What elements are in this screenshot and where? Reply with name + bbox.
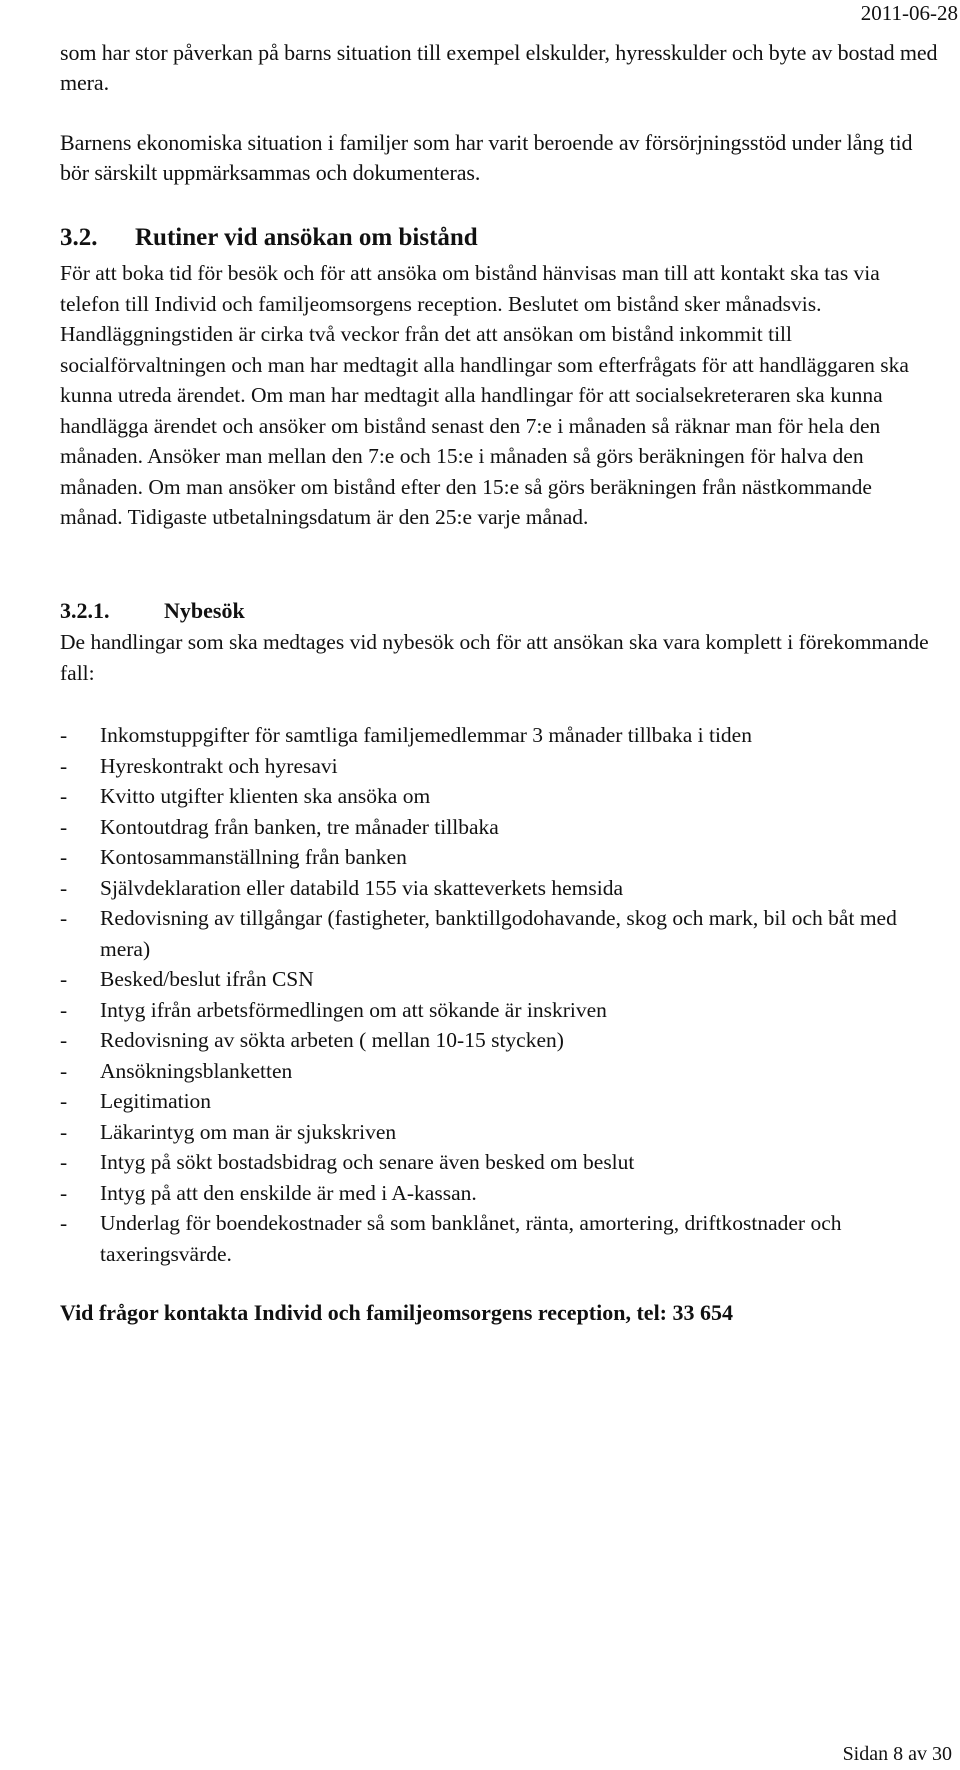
list-bullet: -: [60, 875, 68, 900]
list-bullet: -: [60, 753, 68, 778]
list-bullet: -: [60, 1119, 68, 1144]
list-item: [60, 842, 940, 873]
section-number: 3.2.: [60, 224, 98, 251]
list-bullet: -: [60, 1211, 68, 1235]
section-heading: [60, 223, 478, 253]
list-item: [60, 1178, 940, 1209]
list-item: [60, 751, 940, 782]
list-item-text: Underlag för boendekostnader så som banklånet, ränta, amortering, driftkostnader och taxeringsvärde.: [100, 1211, 842, 1266]
list-bullet: -: [60, 967, 68, 991]
subsection-heading: [60, 596, 245, 626]
list-item-text: Kvitto utgifter klienten ska ansöka om: [100, 784, 431, 808]
list-item: [60, 1056, 940, 1087]
list-bullet: -: [60, 723, 68, 747]
list-item-text: Redovisning av tillgångar (fastigheter, banktillgodohavande, skog och mark, bil och båt med mera): [100, 906, 897, 961]
list-bullet: -: [60, 814, 68, 839]
intro-paragraph: som har stor påverkan på barns situation till exempel elskulder, hyresskulder och byte av bostad med mera.: [60, 40, 938, 95]
list-item-text: Intyg ifrån arbetsförmedlingen om att sökande är inskriven: [100, 997, 607, 1022]
list-item-text: Legitimation: [100, 1089, 212, 1113]
page-date: 2011-06-28: [860, 1, 958, 25]
list-item: [60, 1117, 940, 1148]
subsection-body: De handlingar som ska medtages vid nybesök och för att ansökan ska vara komplett i förekommande fall:: [60, 630, 929, 685]
list-item: [60, 781, 940, 812]
list-item: [60, 873, 940, 904]
list-item: [60, 903, 940, 964]
list-item: [60, 995, 940, 1026]
list-item-text: Självdeklaration eller databild 155 via skatteverkets hemsida: [100, 875, 624, 900]
list-item: [60, 720, 940, 751]
list-bullet: -: [60, 1180, 68, 1205]
contact-line: Vid frågor kontakta Individ och familjeomsorgens reception, tel: 33 654: [60, 1300, 734, 1325]
list-item-text: Hyreskontrakt och hyresavi: [100, 753, 338, 778]
list-item-text: Kontoutdrag från banken, tre månader tillbaka: [100, 814, 499, 839]
list-bullet: -: [60, 1028, 68, 1052]
subsection-number: 3.2.1.: [60, 598, 110, 623]
list-item: [60, 812, 940, 843]
list-bullet: -: [60, 845, 68, 869]
subsection-title: Nybesök: [164, 598, 245, 623]
list-item-text: Läkarintyg om man är sjukskriven: [100, 1119, 397, 1144]
list-bullet: -: [60, 1058, 68, 1083]
list-item-text: Redovisning av sökta arbeten ( mellan 10-15 stycken): [100, 1028, 564, 1052]
list-item-text: Ansökningsblanketten: [100, 1058, 293, 1083]
list-item: [60, 1086, 940, 1117]
list-bullet: -: [60, 997, 68, 1022]
intro-paragraph: Barnens ekonomiska situation i familjer som har varit beroende av försörjningsstöd under lång tid bör särskilt uppmärksammas och dokumenteras.: [60, 130, 913, 185]
requirements-list: [60, 720, 940, 1269]
list-item-text: Besked/beslut ifrån CSN: [100, 967, 314, 991]
list-item: [60, 1208, 940, 1269]
list-item-text: Intyg på sökt bostadsbidrag och senare även besked om beslut: [100, 1150, 635, 1174]
list-item-text: Intyg på att den enskilde är med i A-kassan.: [100, 1180, 477, 1205]
list-bullet: -: [60, 1089, 68, 1113]
list-item-text: Kontosammanställning från banken: [100, 845, 407, 869]
section-title: Rutiner vid ansökan om bistånd: [135, 224, 478, 251]
list-item-text: Inkomstuppgifter för samtliga familjemedlemmar 3 månader tillbaka i tiden: [100, 723, 752, 747]
list-item: [60, 1147, 940, 1178]
section-body: För att boka tid för besök och för att ansöka om bistånd hänvisas man till att kontakt ska tas via telefon till Individ och familjeomsorgens reception. Beslutet om bistånd sker månadsvis. Handläggningstiden är cirka två veckor från det att ansökan om bistånd inkommit till socialförvaltningen och man har medtagit alla handlingar som efterfrågats för att handläggaren ska kunna utreda ärendet. Om man har medtagit alla handlingar för att socialsekreteraren ska kunna handlägga ärendet och ansöker om bistånd senast den 7:e i månaden så räknar man för hela den månaden. Ansöker man mellan den 7:e och 15:e i månaden så görs beräkningen för halva den månaden. Om man ansöker om bistånd efter den 15:e så görs beräkningen från nästkommande månad. Tidigaste utbetalningsdatum är den 25:e varje månad.: [60, 261, 909, 529]
list-bullet: -: [60, 784, 68, 808]
list-bullet: -: [60, 1150, 68, 1174]
list-item: [60, 1025, 940, 1056]
list-bullet: -: [60, 906, 68, 930]
list-item: [60, 964, 940, 995]
page-number: Sidan 8 av 30: [842, 1743, 952, 1765]
